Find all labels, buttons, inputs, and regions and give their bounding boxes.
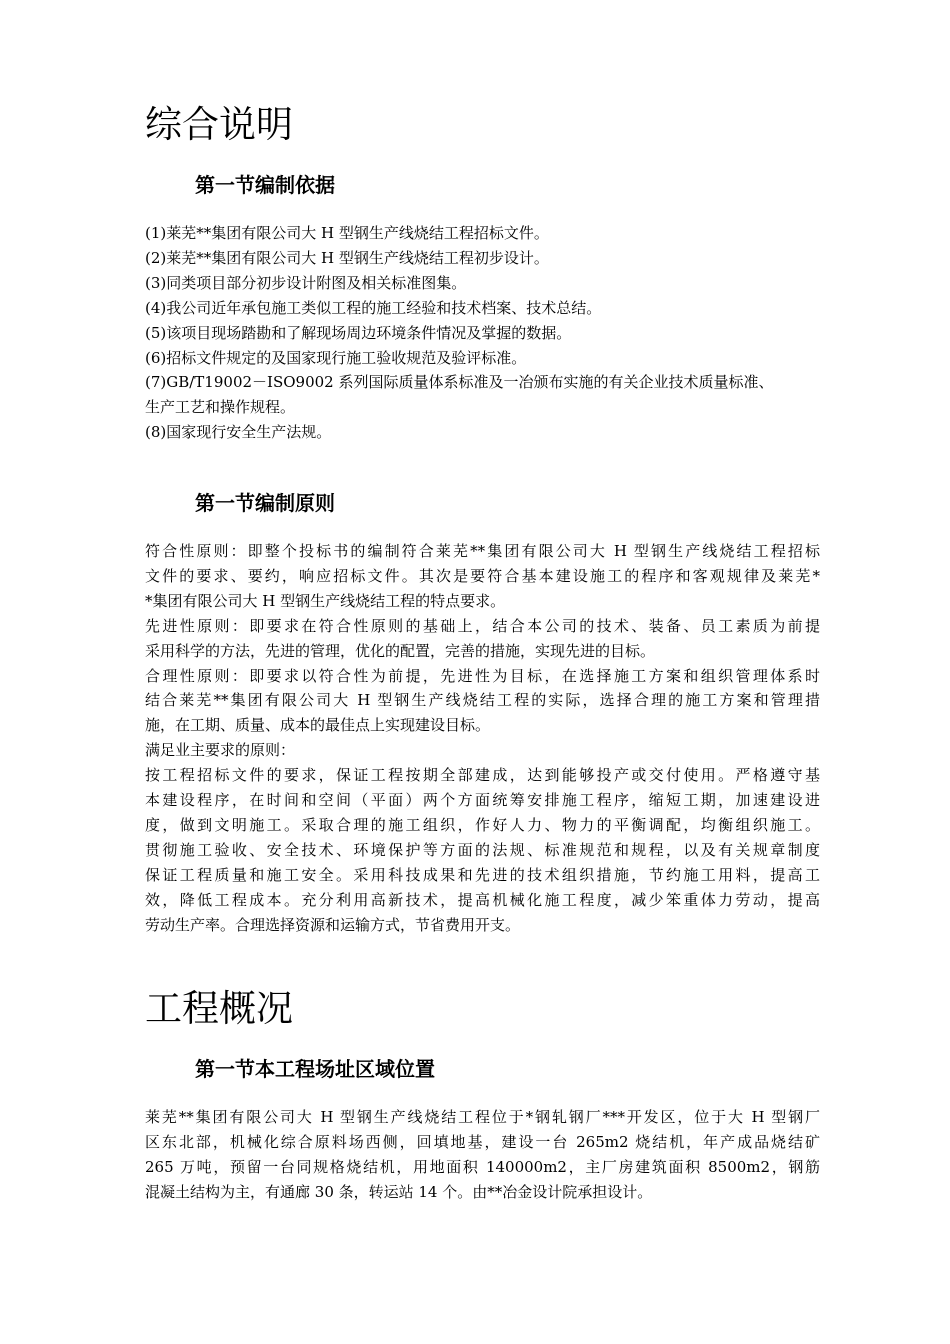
paragraph-line: 本建设程序，在时间和空间（平面）两个方面统筹安排施工程序，缩短工期，加速建设进 (145, 791, 820, 810)
paragraph-line: 效，降低工程成本。充分利用高新技术，提高机械化施工程度，减少笨重体力劳动，提高 (145, 890, 820, 909)
basis-item: (5)该项目现场踏勘和了解现场周边环境条件情况及掌握的数据。 (145, 323, 572, 342)
paragraph-line: 施，在工期、质量、成本的最佳点上实现建设目标。 (145, 716, 491, 735)
paragraph-line: 贯彻施工验收、安全技术、环境保护等方面的法规、标准规范和规程，以及有关规章制度 (145, 840, 820, 859)
basis-item: (4)我公司近年承包施工类似工程的施工经验和技术档案、技术总结。 (145, 298, 602, 317)
paragraph-line: 采用科学的方法，先进的管理，优化的配置，完善的措施，实现先进的目标。 (145, 641, 656, 660)
basis-item: (8)国家现行安全生产法规。 (145, 423, 332, 442)
basis-list (145, 221, 820, 445)
paragraph-line: 符合性原则：即整个投标书的编制符合莱芜**集团有限公司大 H 型钢生产线烧结工程招标 (145, 542, 820, 560)
paragraph-line: 满足业主要求的原则： (145, 741, 296, 760)
paragraph-line: 混凝土结构为主，有通廊 30 条，转运站 14 个。由**冶金设计院承担设计。 (145, 1182, 653, 1201)
paragraph-line: 合理性原则：即要求以符合性为前提，先进性为目标，在选择施工方案和组织管理体系时 (145, 666, 820, 685)
subsection-heading-principles: 第一节编制原则 (195, 491, 335, 515)
paragraph-line: 劳动生产率。合理选择资源和运输方式，节省费用开支。 (145, 915, 521, 934)
basis-item: (3)同类项目部分初步设计附图及相关标准图集。 (145, 273, 467, 292)
basis-item-continuation: 生产工艺和操作规程。 (145, 398, 296, 417)
section-title-summary: 综合说明 (145, 103, 293, 146)
paragraph-line: 区东北部，机械化综合原料场西侧，回填地基，建设一台 265m2 烧结机，年产成品烧结矿 (145, 1132, 820, 1151)
subsection-heading-basis: 第一节编制依据 (195, 173, 335, 197)
basis-item: (2)莱芜**集团有限公司大 H 型钢生产线烧结工程初步设计。 (145, 248, 549, 267)
section-title-overview: 工程概况 (145, 987, 293, 1030)
paragraph-line: 按工程招标文件的要求，保证工程按期全部建成，达到能够投产或交付使用。严格遵守基 (145, 766, 820, 785)
paragraph-line: 保证工程质量和施工安全。采用科技成果和先进的技术组织措施，节约施工用料，提高工 (145, 865, 820, 884)
location-body (145, 1105, 820, 1205)
principles-body (145, 539, 820, 938)
paragraph-line: 先进性原则：即要求在符合性原则的基础上，结合本公司的技术、装备、员工素质为前提 (145, 616, 820, 635)
paragraph-line: 结合莱芜**集团有限公司大 H 型钢生产线烧结工程的实际，选择合理的施工方案和管理措 (145, 691, 820, 710)
paragraph-line: 莱芜**集团有限公司大 H 型钢生产线烧结工程位于*钢轧钢厂***开发区，位于大 H 型钢厂 (145, 1108, 820, 1126)
paragraph-line: 文件的要求、要约，响应招标文件。其次是要符合基本建设施工的程序和客观规律及莱芜* (145, 566, 820, 585)
subsection-heading-location: 第一节本工程场址区域位置 (195, 1057, 435, 1081)
paragraph-line: *集团有限公司大 H 型钢生产线烧结工程的特点要求。 (145, 591, 506, 610)
paragraph-line: 度，做到文明施工。采取合理的施工组织，作好人力、物力的平衡调配，均衡组织施工。 (145, 815, 820, 834)
paragraph-line: 265 万吨，预留一台同规格烧结机，用地面积 140000m2，主厂房建筑面积 8500m2，钢筋 (145, 1157, 820, 1176)
basis-item: (6)招标文件规定的及国家现行施工验收规范及验评标准。 (145, 348, 527, 367)
basis-item: (7)GB/T19002－ISO9002 系列国际质量体系标准及一冶颁布实施的有关企业技术质量标准、 (145, 373, 774, 392)
basis-item: (1)莱芜**集团有限公司大 H 型钢生产线烧结工程招标文件。 (145, 224, 549, 242)
